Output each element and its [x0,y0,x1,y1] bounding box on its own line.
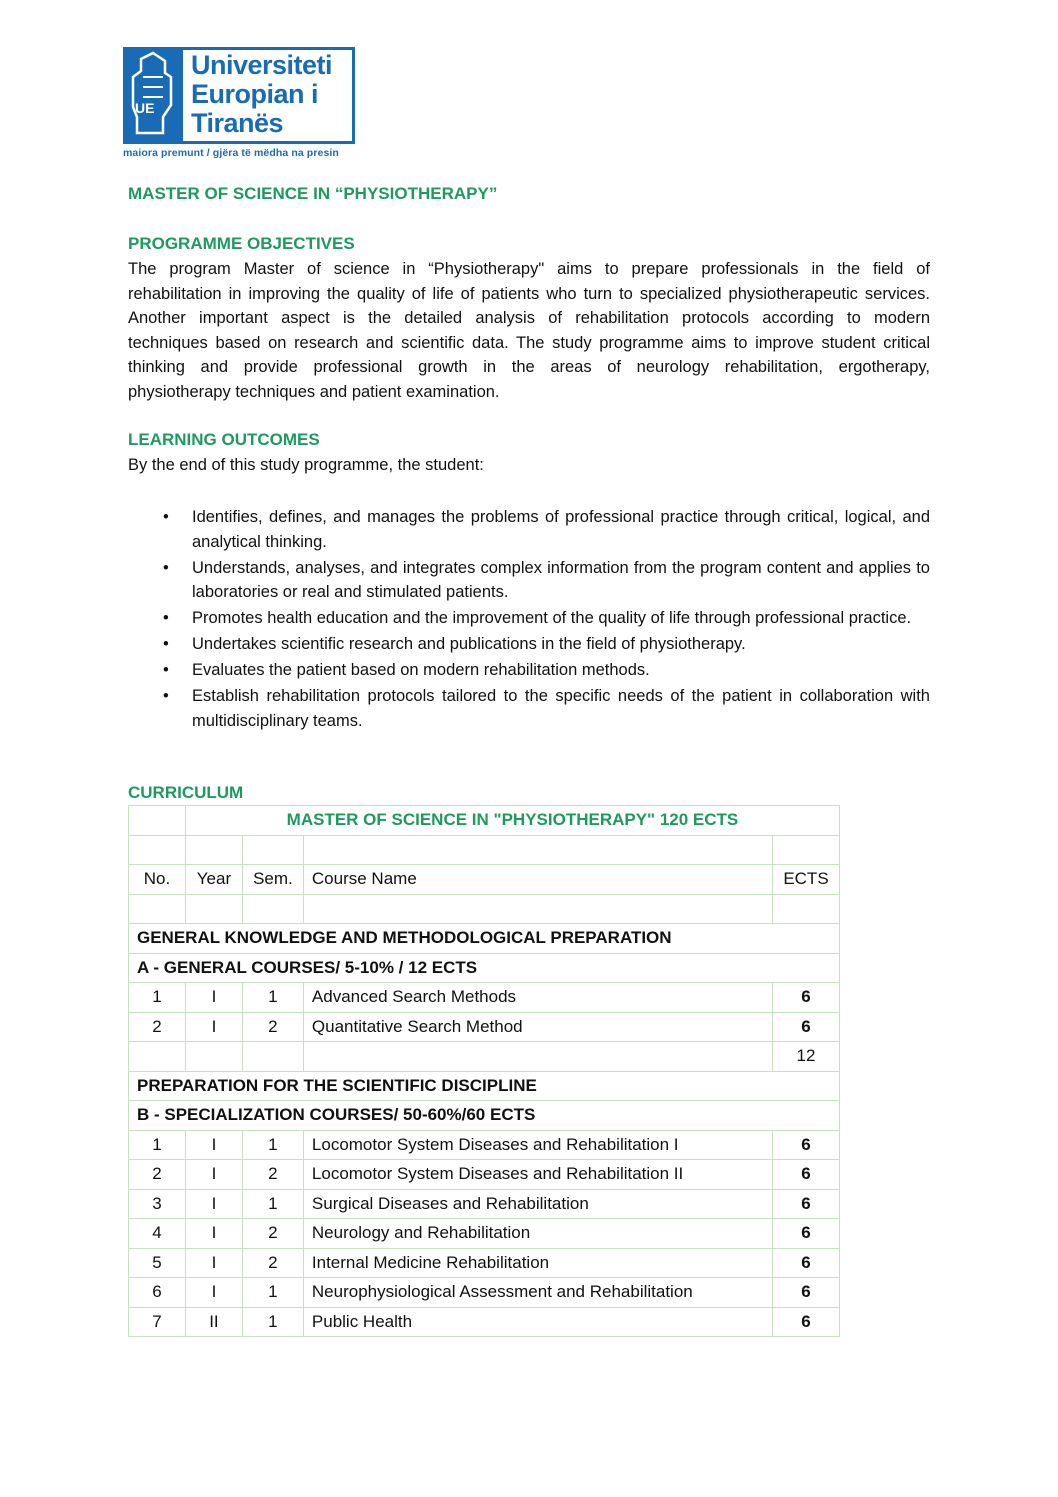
table-row [129,1130,840,1160]
cell-ects: 6 [772,1307,839,1337]
bullet-icon: • [163,687,169,705]
list-item [128,632,930,657]
list-item [128,684,930,733]
group-b-label: B - SPECIALIZATION COURSES/ 50-60%/60 ECTS [129,1101,840,1131]
bullet-icon: • [163,609,169,627]
cell-ects: 6 [772,983,839,1013]
logo-motto: maiora premunt / gjëra të mëdha na presin [123,147,339,159]
total-row [129,1042,840,1072]
table-title: MASTER OF SCIENCE IN "PHYSIOTHERAPY" 120 ECTS [185,806,839,836]
cell-sem: 2 [242,1219,303,1249]
table-row [129,1160,840,1190]
cell-year: I [185,983,242,1013]
logo-line-2: Europian i [191,79,319,109]
table-row [129,1248,840,1278]
group-a-total: 12 [772,1042,839,1072]
curriculum-table [128,805,840,1337]
bullet-icon: • [163,558,169,577]
bullet-icon: • [163,508,169,526]
cell-year: I [185,1278,242,1308]
cell-ects: 6 [772,1160,839,1190]
cell-sem: 2 [242,1248,303,1278]
group-a-label: A - GENERAL COURSES/ 5-10% / 12 ECTS [129,953,840,983]
cell-ects: 6 [772,1278,839,1308]
document-title: MASTER OF SCIENCE IN “PHYSIOTHERAPY” [128,184,498,203]
svg-text:UE: UE [135,100,155,116]
cell-ects: 6 [772,1219,839,1249]
outcome-text: Evaluates the patient based on modern rehabilitation methods. [192,661,650,679]
logo-line-3: Tiranës [191,108,284,138]
cell-sem: 1 [242,1189,303,1219]
table-row [129,1278,840,1308]
header-sem: Sem. [242,865,303,895]
cell-no: 2 [129,1160,186,1190]
logo-line-1: Universiteti [191,50,333,80]
section-general-knowledge: GENERAL KNOWLEDGE AND METHODOLOGICAL PREPARATION [129,924,840,954]
cell-ects: 6 [772,1189,839,1219]
cell-ects: 6 [772,1130,839,1160]
list-item [128,606,930,631]
cell-course: Locomotor System Diseases and Rehabilitation I [303,1130,772,1160]
outcome-text: Understands, analyses, and integrates complex information from the program content and applies to laboratories or real and stimulated patients. [192,558,930,601]
objectives-paragraph [128,257,930,404]
cell-ects: 6 [772,1248,839,1278]
table-spacer-row [129,894,840,924]
university-logo [123,47,355,144]
outcomes-heading: LEARNING OUTCOMES [128,430,320,449]
cell-course: Public Health [303,1307,772,1337]
section-row [129,924,840,954]
bullet-icon: • [163,661,169,679]
cell-course: Neurology and Rehabilitation [303,1219,772,1249]
cell-no: 6 [129,1278,186,1308]
logo-wordmark [191,51,332,138]
group-row [129,953,840,983]
objectives-line: rehabilitation in improving the quality of life of patients who turn to specialized physiotherapeutic services. [128,284,930,303]
cell-no: 7 [129,1307,186,1337]
cell-course: Surgical Diseases and Rehabilitation [303,1189,772,1219]
cell-sem: 1 [242,1307,303,1337]
cell-year: I [185,1160,242,1190]
table-row [129,983,840,1013]
section-scientific-discipline: PREPARATION FOR THE SCIENTIFIC DISCIPLINE [129,1071,840,1101]
cell-sem: 2 [242,1012,303,1042]
cell-no: 3 [129,1189,186,1219]
objectives-line: physiotherapy techniques and patient examination. [128,382,500,401]
cell-year: I [185,1012,242,1042]
header-ects: ECTS [772,865,839,895]
table-title-row [129,806,840,836]
cell-year: I [185,1219,242,1249]
cell-sem: 1 [242,983,303,1013]
header-course: Course Name [303,865,772,895]
cell-year: I [185,1248,242,1278]
bullet-icon: • [163,635,169,653]
objectives-line: thinking and provide professional growth in the areas of neurology rehabilitation, ergotherapy, [128,358,930,376]
cell-no: 1 [129,983,186,1013]
cell-no: 4 [129,1219,186,1249]
list-item [128,556,930,605]
cell-year: I [185,1130,242,1160]
outcome-text: Identifies, defines, and manages the problems of professional practice through critical, logical, and analytical thinking. [192,508,930,551]
cell-course: Locomotor System Diseases and Rehabilitation II [303,1160,772,1190]
objectives-heading: PROGRAMME OBJECTIVES [128,234,355,253]
outcomes-list [128,505,930,735]
cell-course: Neurophysiological Assessment and Rehabilitation [303,1278,772,1308]
table-row [129,1307,840,1337]
table-spacer-row [129,835,840,865]
outcome-text: Promotes health education and the improvement of the quality of life through professional practice. [192,609,912,627]
list-item [128,658,930,683]
header-no: No. [129,865,186,895]
cell-sem: 2 [242,1160,303,1190]
objectives-line: techniques based on research and scientific data. The study programme aims to improve student critical [128,333,930,352]
cell-no: 1 [129,1130,186,1160]
cell-no: 5 [129,1248,186,1278]
cell-ects: 6 [772,1012,839,1042]
objectives-line: Another important aspect is the detailed analysis of rehabilitation protocols according to modern [128,309,930,327]
outcome-text: Undertakes scientific research and publications in the field of physiotherapy. [192,635,746,653]
cell-course: Internal Medicine Rehabilitation [303,1248,772,1278]
objectives-line: The program Master of science in “Physiotherapy" aims to prepare professionals in the field of [128,260,930,278]
list-item [128,505,930,554]
table-row [129,1219,840,1249]
table-row [129,1189,840,1219]
section-row [129,1071,840,1101]
table-header-row [129,865,840,895]
cell-no: 2 [129,1012,186,1042]
logo-emblem-icon [123,47,183,144]
cell-sem: 1 [242,1130,303,1160]
curriculum-heading: CURRICULUM [128,783,244,802]
table-row [129,1012,840,1042]
outcome-text: Establish rehabilitation protocols tailored to the specific needs of the patient in collaboration with multidisciplinary teams. [192,687,930,730]
group-row [129,1101,840,1131]
cell-course: Quantitative Search Method [303,1012,772,1042]
outcomes-intro: By the end of this study programme, the student: [128,456,484,474]
header-year: Year [185,865,242,895]
cell-year: II [185,1307,242,1337]
cell-sem: 1 [242,1278,303,1308]
cell-course: Advanced Search Methods [303,983,772,1013]
cell-year: I [185,1189,242,1219]
